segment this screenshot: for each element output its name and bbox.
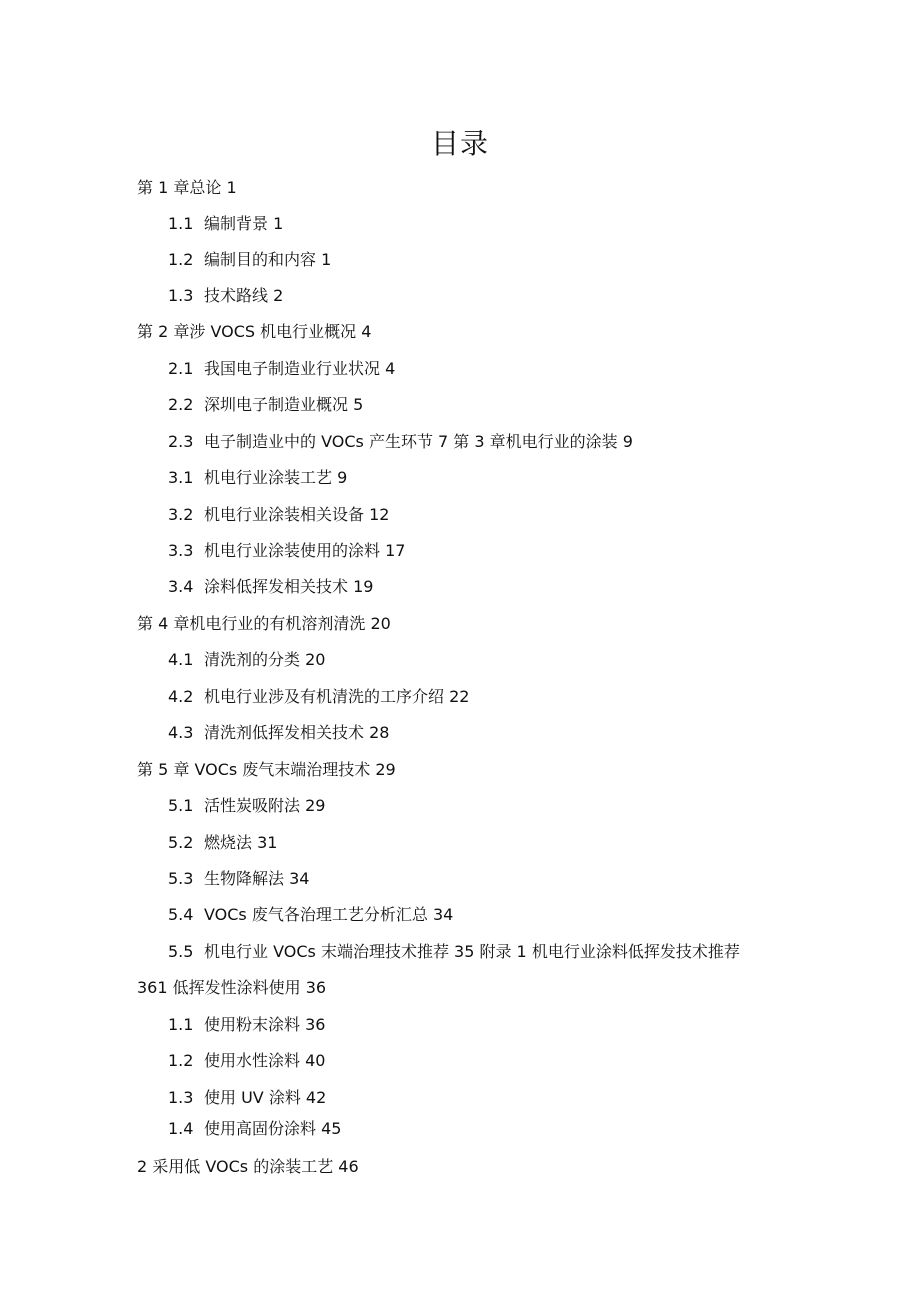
toc-line-3-3[interactable] [168,540,405,562]
toc-line-3-2[interactable] [168,504,389,526]
toc-line-text: 编制目的和内容 1 [204,250,332,269]
toc-line-text: 第 4 章机电行业的有机溶剂清洗 20 [137,614,391,633]
toc-line-text: 技术路线 2 [204,286,284,305]
toc-line-text: 机电行业涉及有机清洗的工序介绍 22 [204,687,470,706]
toc-line-appendix-2[interactable] [137,1156,359,1178]
toc-line-number: 5.4 [168,905,194,924]
toc-line-number: 1.1 [168,214,194,233]
toc-line-number: 3.3 [168,541,194,560]
toc-line-a1-4[interactable] [168,1118,341,1140]
toc-line-a1-2[interactable] [168,1050,325,1072]
toc-line-number: 1.4 [168,1119,194,1138]
toc-line-number: 2.3 [168,432,194,451]
toc-line-5-3[interactable] [168,868,309,890]
toc-line-4-3[interactable] [168,722,389,744]
toc-line-number: 3.4 [168,577,194,596]
toc-line-number: 3.2 [168,505,194,524]
toc-line-chapter-4[interactable] [137,613,391,635]
toc-line-text: 使用水性涂料 40 [204,1051,326,1070]
toc-line-5-5[interactable] [168,941,740,963]
toc-line-text: 机电行业涂装使用的涂料 17 [204,541,406,560]
toc-line-1-3[interactable] [168,285,283,307]
toc-line-text: 第 2 章涉 VOCS 机电行业概况 4 [137,322,372,341]
toc-line-text: 第 1 章总论 1 [137,178,237,197]
toc-line-a1-3[interactable] [168,1087,326,1109]
toc-line-text: 机电行业涂装相关设备 12 [204,505,390,524]
toc-line-number: 1.2 [168,1051,194,1070]
toc-line-text: 机电行业涂装工艺 9 [204,468,348,487]
toc-line-5-4[interactable] [168,904,453,926]
toc-line-text: 使用 UV 涂料 42 [204,1088,327,1107]
toc-line-number: 5.5 [168,942,194,961]
toc-line-number: 1.3 [168,286,194,305]
toc-line-number: 5.2 [168,833,194,852]
toc-line-text: 清洗剂的分类 20 [204,650,326,669]
toc-line-5-2[interactable] [168,832,277,854]
toc-line-2-1[interactable] [168,358,395,380]
toc-title: 目录 [430,127,489,160]
toc-line-text: 编制背景 1 [204,214,284,233]
toc-line-number: 4.2 [168,687,194,706]
toc-line-number: 1.3 [168,1088,194,1107]
toc-line-number: 5.1 [168,796,194,815]
toc-line-number: 3.1 [168,468,194,487]
toc-line-text: 机电行业 VOCs 末端治理技术推荐 35 附录 1 机电行业涂料低挥发技术推荐 [204,942,740,961]
toc-line-text: 涂料低挥发相关技术 19 [204,577,374,596]
toc-line-number: 1.2 [168,250,194,269]
toc-line-text: 深圳电子制造业概况 5 [204,395,364,414]
toc-line-appendix-1[interactable] [137,977,326,999]
toc-line-2-2[interactable] [168,394,363,416]
toc-line-3-1[interactable] [168,467,347,489]
toc-line-text: 第 5 章 VOCs 废气末端治理技术 29 [137,760,396,779]
toc-line-text: 我国电子制造业行业状况 4 [204,359,396,378]
toc-line-text: 361 低挥发性涂料使用 36 [137,978,327,997]
toc-line-text: 使用高固份涂料 45 [204,1119,342,1138]
toc-line-1-1[interactable] [168,213,283,235]
toc-line-4-1[interactable] [168,649,325,671]
toc-line-chapter-2[interactable] [137,321,371,343]
toc-line-text: 清洗剂低挥发相关技术 28 [204,723,390,742]
toc-line-text: 活性炭吸附法 29 [204,796,326,815]
toc-line-2-3[interactable] [168,431,633,453]
toc-line-number: 4.3 [168,723,194,742]
toc-line-text: 燃烧法 31 [204,833,278,852]
toc-line-number: 5.3 [168,869,194,888]
toc-line-1-2[interactable] [168,249,331,271]
toc-line-text: 使用粉末涂料 36 [204,1015,326,1034]
toc-line-5-1[interactable] [168,795,325,817]
toc-line-4-2[interactable] [168,686,469,708]
toc-line-number: 4.1 [168,650,194,669]
toc-line-number: 1.1 [168,1015,194,1034]
toc-line-3-4[interactable] [168,576,373,598]
toc-line-chapter-5[interactable] [137,759,396,781]
toc-line-a1-1[interactable] [168,1014,325,1036]
toc-line-text: VOCs 废气各治理工艺分析汇总 34 [204,905,454,924]
toc-line-text: 电子制造业中的 VOCs 产生环节 7 第 3 章机电行业的涂装 9 [204,432,633,451]
toc-line-number: 2.1 [168,359,194,378]
toc-line-text: 2 采用低 VOCs 的涂装工艺 46 [137,1157,359,1176]
toc-line-text: 生物降解法 34 [204,869,310,888]
toc-line-chapter-1[interactable] [137,177,237,199]
toc-line-number: 2.2 [168,395,194,414]
